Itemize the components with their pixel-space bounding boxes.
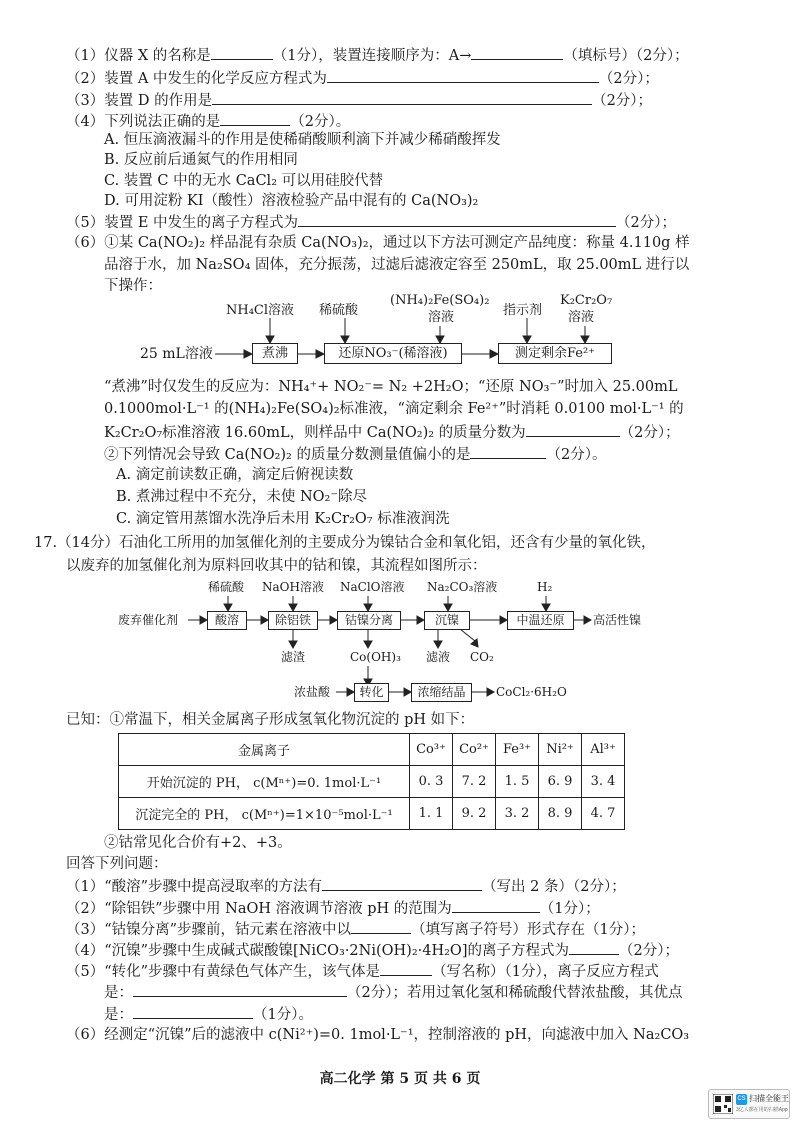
q16-sub2: ②下列情况会导致 Ca(NO₂)₂ 的质量分数测量值偏小的是 （2分）。 — [104, 443, 606, 465]
q16-part6-line2: 品溶于水，加 Na₂SO₄ 固体，充分振荡，过滤后滤液定容至 250mL，取 25.00mL 进行以 — [104, 257, 690, 273]
q17-stem-line1: 17.（14分）石油化工所用的加氢催化剂的主要成分为镍钴合金和氧化铝，还含有少量的氧化铁， — [34, 535, 656, 551]
table-cell: 7. 2 — [453, 766, 496, 798]
table-cell: 沉淀完全的 PH， c(Mⁿ⁺)=1×10⁻⁵mol·L⁻¹ — [119, 798, 410, 830]
q16-sub2-option-b: B. 煮沸过程中不充分，未使 NO₂⁻除尽 — [116, 489, 368, 505]
flow2-box-co-ni-separate: 钴镍分离 — [337, 611, 401, 630]
q17-part2: （2）“除铝铁”步骤中用 NaOH 溶液调节溶液 pH 的范围为 （1分）； — [66, 897, 600, 919]
flow2-box-reduction: 中温还原 — [507, 611, 574, 630]
flow1-reagent-indicator: 指示剂 — [503, 303, 543, 318]
q16-sub2-option-a: A. 滴定前读数正确，滴定后俯视读数 — [116, 467, 354, 483]
flow2-in-naclo: NaClO溶液 — [340, 580, 405, 594]
table-header: Co³⁺ — [410, 734, 453, 766]
flow2-box-acid-dissolve: 酸溶 — [207, 611, 247, 630]
answer-blank[interactable] — [133, 1003, 253, 1019]
q17-part3: （3）“钴镍分离”步骤前，钴元素在溶液中以 （填写离子符号）形式存在（1分）； — [66, 918, 645, 940]
q17-stem-line2: 以废弃的加氢催化剂为原料回收其中的钴和镍，其流程如图所示： — [66, 558, 487, 574]
table-header: Co²⁺ — [453, 734, 496, 766]
table-cell: 4. 7 — [582, 798, 625, 830]
table-cell: 0. 3 — [410, 766, 453, 798]
q16-part1: （1）仪器 X 的名称是 （1分），装置连接顺序为：A→ （填标号）（2分）； — [66, 44, 689, 66]
table-cell: 开始沉淀的 PH， c(Mⁿ⁺)=0. 1mol·L⁻¹ — [119, 766, 410, 798]
flow2-start: 废弃催化剂 — [118, 613, 179, 627]
flow2-in-h2: H₂ — [537, 580, 553, 594]
flow1-reagent-fe-salt-solution: 溶液 — [428, 310, 455, 325]
table-header: Fe³⁺ — [496, 734, 539, 766]
table-header: Al³⁺ — [582, 734, 625, 766]
ph-table — [118, 733, 625, 830]
flow1-box-titrate: 测定剩余Fe²⁺ — [498, 343, 612, 364]
page-footer: 高二化学 第 5 页 共 6 页 — [319, 1071, 481, 1087]
answer-blank[interactable] — [569, 939, 619, 955]
q17-part5-line3: 是： （1分）。 — [104, 1003, 313, 1025]
table-cell: 8. 9 — [539, 798, 582, 830]
q16-option-c: C. 装置 C 中的无水 CaCl₂ 可以用硅胶代替 — [104, 173, 384, 189]
scanner-subtitle: 3亿人都在用的扫描App — [736, 1107, 788, 1113]
flow2-in-hcl: 浓盐酸 — [294, 685, 331, 699]
q16-sub2-option-c: C. 滴定管用蒸馏水洗净后未用 K₂Cr₂O₇ 标准液润洗 — [116, 511, 450, 527]
flow2-in-na2co3: Na₂CO₃溶液 — [427, 580, 498, 594]
scanner-title: 扫描全能王 — [749, 1094, 789, 1103]
q16-option-b: B. 反应前后通氮气的作用相同 — [104, 152, 298, 168]
q16-part6-line3: 下操作： — [104, 278, 162, 294]
flow1-start: 25 mL溶液 — [140, 346, 213, 362]
q16-option-d: D. 可用淀粉 KI（酸性）溶液检验产品中混有的 Ca(NO₃)₂ — [104, 193, 479, 209]
q16-part4: （4）下列说法正确的是 （2分）。 — [66, 110, 350, 132]
answer-blank[interactable] — [322, 875, 482, 891]
answer-blank[interactable] — [380, 960, 432, 976]
table-cell: 3. 2 — [496, 798, 539, 830]
flow2-box-crystallize: 浓缩结晶 — [411, 683, 472, 702]
q16-part3: （3）装置 D 的作用是 （2分）； — [66, 89, 652, 111]
flow2-out-residue: 滤渣 — [281, 650, 306, 664]
answer-blank[interactable] — [351, 918, 411, 934]
q17-part4: （4）“沉镍”步骤中生成碱式碳酸镍[NiCO₃·2Ni(OH)₂·4H₂O]的离子方程式为 （2分）； — [66, 939, 679, 961]
flow2-box-remove-al-fe: 除铝铁 — [268, 611, 318, 630]
flow2-product: CoCl₂·6H₂O — [496, 685, 567, 699]
q17-known: 已知：①常温下，相关金属离子形成氢氧化物沉淀的 pH 如下： — [66, 712, 475, 728]
flow1-reagent-nh4cl: NH₄Cl溶液 — [226, 303, 295, 318]
q16-text-result: K₂Cr₂O₇标准溶液 16.60mL，则样品中 Ca(NO₂)₂ 的质量分数为 （2分）； — [104, 421, 680, 443]
flow1-reagent-h2so4: 稀硫酸 — [319, 303, 359, 318]
flow2-in-h2so4: 稀硫酸 — [208, 580, 245, 594]
q16-text-boil: “煮沸”时仅发生的反应为：NH₄⁺+ NO₂⁻= N₂ +2H₂O；“还原 NO₃⁻”时加入 25.00mL — [104, 379, 678, 395]
answer-blank[interactable] — [452, 897, 540, 913]
qr-code-icon — [713, 1094, 733, 1114]
q17-part5-line1: （5）“转化”步骤中有黄绿色气体产生，该气体是 （写名称）（1分），离子反应方程式 — [66, 960, 659, 982]
q17-part5-line2: 是： （2分）；若用过氧化氢和稀硫酸代替浓盐酸，其优点 — [104, 981, 682, 1003]
flow2-in-naoh: NaOH溶液 — [262, 580, 324, 594]
table-cell: 1. 1 — [410, 798, 453, 830]
scanner-watermark — [708, 1089, 790, 1119]
flow1-box-boil: 煮沸 — [252, 343, 298, 364]
flow1-reagent-k2cr2o7-solution: 溶液 — [568, 310, 595, 325]
q16-option-a: A. 恒压滴液漏斗的作用是使稀硝酸顺利滴下并减少稀硝酸挥发 — [104, 132, 501, 148]
q17-part6: （6）经测定“沉镍”后的滤液中 c(Ni²⁺)=0. 1mol·L⁻¹，控制溶液的 pH，向滤液中加入 Na₂CO₃ — [66, 1027, 690, 1043]
table-header-row — [119, 734, 625, 766]
flow1-reagent-fe-salt: (NH₄)₂Fe(SO₄)₂ — [390, 293, 490, 308]
q17-part1: （1）“酸溶”步骤中提高浸取率的方法有 （写出 2 条）（2分）； — [66, 875, 626, 897]
answer-blank[interactable] — [133, 981, 347, 997]
table-cell: 9. 2 — [453, 798, 496, 830]
q16-text-conc: 0.1000mol·L⁻¹ 的(NH₄)₂Fe(SO₄)₂标准液，“滴定剩余 Fe²⁺”时消耗 0.0100 mol·L⁻¹ 的 — [104, 401, 684, 417]
table-header: 金属离子 — [119, 734, 410, 766]
cs-scanner-logo-icon: CS — [736, 1094, 747, 1105]
q17-answer-heading: 回答下列问题： — [66, 856, 168, 872]
flow2-out-co2: CO₂ — [470, 650, 494, 664]
flow1-reagent-k2cr2o7: K₂Cr₂O₇ — [560, 293, 613, 308]
table-cell: 3. 4 — [582, 766, 625, 798]
flow2-box-convert: 转化 — [354, 683, 389, 702]
flow2-end: 高活性镍 — [593, 613, 642, 627]
q17-known2: ②钴常见化合价有+2、+3。 — [104, 835, 292, 851]
table-row — [119, 798, 625, 830]
flow2-box-ni-precipitate: 沉镍 — [424, 611, 470, 630]
q16-part6-line1: （6）①某 Ca(NO₂)₂ 样品混有杂质 Ca(NO₃)₂，通过以下方法可测定产品纯度：称量 4.110g 样 — [66, 235, 690, 251]
flow2-out-coh3: Co(OH)₃ — [350, 650, 401, 664]
flow2-out-filtrate: 滤液 — [426, 650, 451, 664]
q16-part5: （5）装置 E 中发生的离子方程式为 （2分）； — [66, 211, 676, 233]
table-cell: 1. 5 — [496, 766, 539, 798]
q16-part2: （2）装置 A 中发生的化学反应方程式为 （2分）； — [66, 67, 659, 89]
table-header: Ni²⁺ — [539, 734, 582, 766]
table-row — [119, 766, 625, 798]
flow1-box-reduce: 还原NO₃⁻(稀溶液) — [324, 343, 462, 364]
table-cell: 6. 9 — [539, 766, 582, 798]
